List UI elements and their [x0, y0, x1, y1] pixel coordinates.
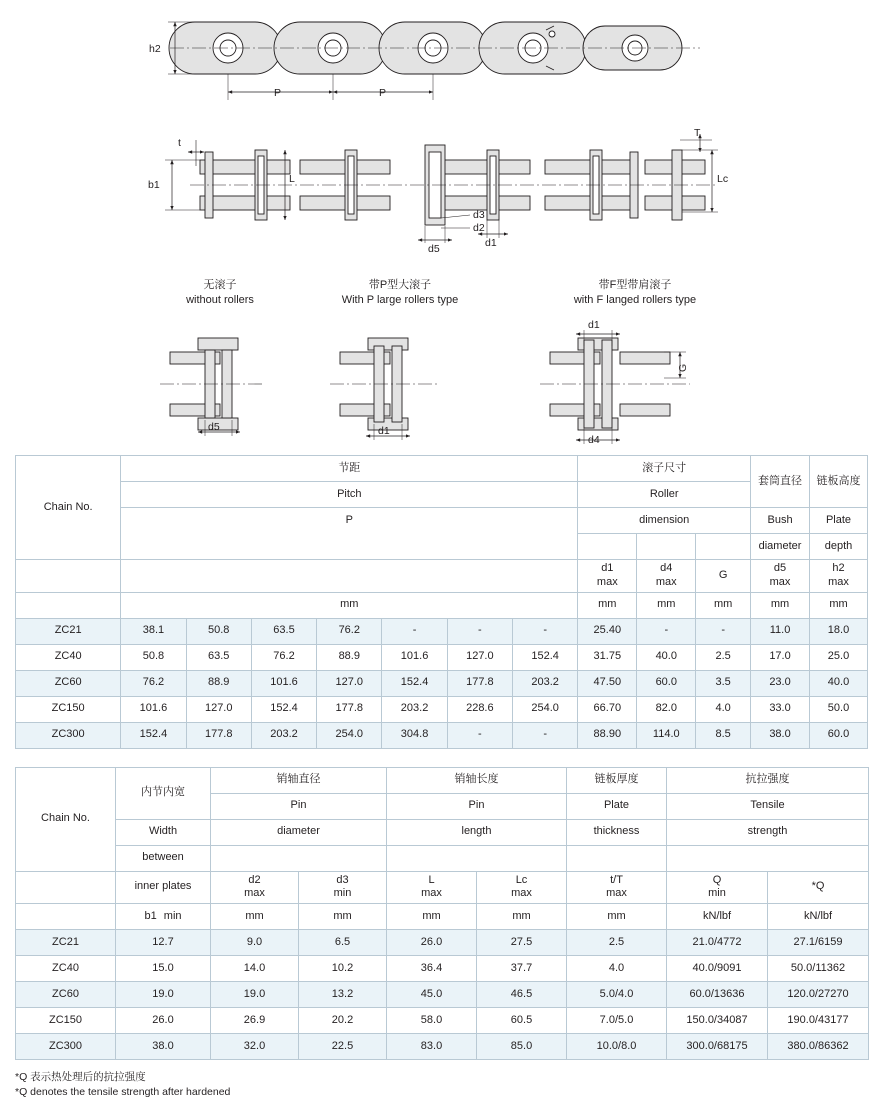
table2-sym-lc-text: Lc [515, 873, 528, 886]
table1-r2-p3: 127.0 [317, 670, 382, 696]
table1-r3-p2: 152.4 [251, 696, 316, 722]
table2-g2-en1: Pin [211, 793, 387, 819]
table2-g2-cn: 销轴直径 [211, 767, 387, 793]
table1-r4-p3: 254.0 [317, 722, 382, 748]
table1-r0-d4: - [637, 618, 696, 644]
table1-r0-p2: 63.5 [251, 618, 316, 644]
variant-caption-2-en: With P large rollers type [341, 293, 459, 306]
table1-group-bush-cn: 套筒直径 [751, 456, 810, 508]
table1-header-row-2 [16, 482, 868, 508]
table-row [16, 644, 868, 670]
table2-r4-chain: ZC300 [16, 1034, 116, 1060]
table2-g4-en2: thickness [567, 819, 667, 845]
table1-unit-h2: mm [810, 592, 868, 618]
table2-r0-qs: 27.1/6159 [768, 930, 869, 956]
table1-empty-3 [696, 534, 751, 560]
table2-unit-tt: mm [567, 904, 667, 930]
table2-g2-en2: diameter [211, 819, 387, 845]
table2-unit-qs: kN/lbf [768, 904, 869, 930]
label-Lc: Lc [717, 173, 729, 185]
table2-blank-d [667, 845, 869, 871]
table1-r1-p5: 127.0 [447, 644, 512, 670]
table-row [16, 1034, 869, 1060]
table2-sym-l-q: max [421, 887, 442, 900]
variant-caption-2 [300, 278, 500, 308]
table1-r4-d1: 88.90 [578, 722, 637, 748]
table1-empty-1 [578, 534, 637, 560]
table-row [16, 670, 868, 696]
table2-unit-lc: mm [477, 904, 567, 930]
table2-r3-chain: ZC150 [16, 1008, 116, 1034]
table2-sym-d2 [211, 871, 299, 904]
table2-r3-l: 58.0 [387, 1008, 477, 1034]
table1-blank-chain [16, 560, 121, 593]
table1-r2-p0: 76.2 [121, 670, 186, 696]
table1-r4-p1: 177.8 [186, 722, 251, 748]
table2-sym-lc-q: max [511, 887, 532, 900]
table1-r3-p6: 254.0 [512, 696, 577, 722]
table1-r1-p4: 101.6 [382, 644, 447, 670]
label-d3: d3 [473, 209, 485, 221]
variant-caption-3 [520, 278, 750, 308]
table1-r1-chain: ZC40 [16, 644, 121, 670]
table1-sym-p [121, 508, 578, 560]
table1-sym-d1-q: max [596, 575, 618, 588]
table2-r0-d2: 9.0 [211, 930, 299, 956]
dimension-table-strength [15, 767, 869, 1061]
table1-r2-p6: 203.2 [512, 670, 577, 696]
table2-sym-d2-text: d2 [248, 873, 261, 886]
table2-g1-en1: Width [116, 819, 211, 845]
table1-r1-d5: 17.0 [751, 644, 810, 670]
table1-r0-p3: 76.2 [317, 618, 382, 644]
table1-r4-p4: 304.8 [382, 722, 447, 748]
table2-r2-d3: 13.2 [299, 982, 387, 1008]
table1-r0-h2: 18.0 [810, 618, 868, 644]
table1-r2-h2: 40.0 [810, 670, 868, 696]
table2-unit-l: mm [387, 904, 477, 930]
table2-r1-d3: 10.2 [299, 956, 387, 982]
table1-unit-d1: mm [578, 592, 637, 618]
table2-r2-l: 45.0 [387, 982, 477, 1008]
table1-group-roller-en1: Roller [578, 482, 751, 508]
table1-r3-d5: 33.0 [751, 696, 810, 722]
table2-r3-d3: 20.2 [299, 1008, 387, 1034]
table-row [16, 930, 869, 956]
table1-unit-g: mm [696, 592, 751, 618]
table1-r1-p1: 63.5 [186, 644, 251, 670]
label-d1-section: d1 [485, 237, 497, 249]
table1-sym-d4 [637, 560, 696, 593]
table1-r4-p5: - [447, 722, 512, 748]
table1-r0-p0: 38.1 [121, 618, 186, 644]
table1-sym-d4-text: d4 [660, 562, 673, 574]
table2-r0-b1: 12.7 [116, 930, 211, 956]
table2-sym-qs: *Q [768, 871, 869, 904]
table2-r1-qs: 50.0/11362 [768, 956, 869, 982]
table1-sym-h2-q: max [828, 575, 849, 588]
table1-sym-p-text: P [345, 514, 353, 526]
table2-r4-b1: 38.0 [116, 1034, 211, 1060]
variant-caption-2-cn: 带P型大滚子 [368, 279, 432, 291]
table1-sym-d4-q: max [655, 575, 677, 588]
table2-sym-q-text: Q [712, 873, 722, 886]
table2-header-row-4 [16, 845, 869, 871]
table1-r2-d4: 60.0 [637, 670, 696, 696]
table2-r4-d3: 22.5 [299, 1034, 387, 1060]
label-h2: h2 [149, 43, 161, 55]
table2-sym-q-q: min [708, 887, 726, 900]
label-d2: d2 [473, 222, 485, 234]
table2-r2-qs: 120.0/27270 [768, 982, 869, 1008]
table1-r1-g: 2.5 [696, 644, 751, 670]
table2-r4-lc: 85.0 [477, 1034, 567, 1060]
table1-r4-p6: - [512, 722, 577, 748]
table2-g1-en2: between [116, 845, 211, 871]
table1-r1-p3: 88.9 [317, 644, 382, 670]
table2-header-row-5 [16, 871, 869, 904]
table2-r4-l: 83.0 [387, 1034, 477, 1060]
table2-sym-d3-text: d3 [336, 873, 349, 886]
table-row [16, 1008, 869, 1034]
table1-r3-p1: 127.0 [186, 696, 251, 722]
chain-technical-drawing [0, 0, 883, 455]
table2-sym-tt-q: max [606, 887, 627, 900]
table2-r4-qs: 380.0/86362 [768, 1034, 869, 1060]
table1-r0-p1: 50.8 [186, 618, 251, 644]
table2-g4-en1: Plate [567, 793, 667, 819]
table1-group-plate-en2: depth [810, 534, 868, 560]
table2-sym-b1-text: b1 [144, 909, 157, 922]
table1-unit-p: mm [121, 592, 578, 618]
table2-g1-cn: 内节内宽 [116, 767, 211, 819]
table1-r0-g: - [696, 618, 751, 644]
table1-r0-d1: 25.40 [578, 618, 637, 644]
table2-r1-q: 40.0/9091 [667, 956, 768, 982]
table1-sym-d5-text: d5 [773, 562, 787, 574]
table1-r4-g: 8.5 [696, 722, 751, 748]
table2-r4-d2: 32.0 [211, 1034, 299, 1060]
table2-sym-tt [567, 871, 667, 904]
table2-unit-d2: mm [211, 904, 299, 930]
table1-group-plate-cn: 链板高度 [810, 456, 868, 508]
footnote-en: *Q denotes the tensile strength after hardened [15, 1086, 231, 1099]
table2-g4-cn: 链板厚度 [567, 767, 667, 793]
label-L: L [289, 173, 295, 185]
label-b1: b1 [148, 179, 160, 191]
table1-r4-d4: 114.0 [637, 722, 696, 748]
table2-r4-q: 300.0/68175 [667, 1034, 768, 1060]
table2-r2-q: 60.0/13636 [667, 982, 768, 1008]
table2-r1-chain: ZC40 [16, 956, 116, 982]
table2-sym-b1-q: min [163, 909, 182, 922]
footnote-cn: *Q 表示热处理后的抗拉强度 [15, 1071, 146, 1083]
variant-caption-1-en: without rollers [186, 293, 254, 306]
label-T: T [694, 127, 701, 139]
footnotes [15, 1070, 883, 1100]
table1-r1-p2: 76.2 [251, 644, 316, 670]
table1-r0-d5: 11.0 [751, 618, 810, 644]
table2-sym-l [387, 871, 477, 904]
table2-r0-lc: 27.5 [477, 930, 567, 956]
table1-r2-g: 3.5 [696, 670, 751, 696]
label-d1-variant3: d1 [588, 319, 600, 331]
table-row [16, 696, 868, 722]
table2-r0-d3: 6.5 [299, 930, 387, 956]
table2-r2-tt: 5.0/4.0 [567, 982, 667, 1008]
table1-unit-d5: mm [751, 592, 810, 618]
table2-header-row-3 [16, 819, 869, 845]
table1-r3-p5: 228.6 [447, 696, 512, 722]
table1-r3-d4: 82.0 [637, 696, 696, 722]
table1-r1-h2: 25.0 [810, 644, 868, 670]
table2-sym-d2-q: max [244, 887, 265, 900]
label-p-1: P [274, 87, 282, 99]
label-t: t [178, 137, 181, 149]
table1-r4-h2: 60.0 [810, 722, 868, 748]
table-row [16, 982, 869, 1008]
table2-blank-b [387, 845, 567, 871]
table1-r3-d1: 66.70 [578, 696, 637, 722]
table1-r0-p5: - [447, 618, 512, 644]
table1-r3-p4: 203.2 [382, 696, 447, 722]
table2-r3-q: 150.0/34087 [667, 1008, 768, 1034]
table2-r1-lc: 37.7 [477, 956, 567, 982]
table2-g5-en1: Tensile [667, 793, 869, 819]
table1-r0-p6: - [512, 618, 577, 644]
table2-g3-en1: Pin [387, 793, 567, 819]
table2-header-row-1 [16, 767, 869, 793]
table1-r4-p2: 203.2 [251, 722, 316, 748]
table2-blank-c [567, 845, 667, 871]
table-row [16, 956, 869, 982]
table-row [16, 618, 868, 644]
table2-r2-lc: 46.5 [477, 982, 567, 1008]
table1-chain-no-header: Chain No. [16, 456, 121, 560]
table1-group-plate-en1: Plate [810, 508, 868, 534]
table1-r2-p2: 101.6 [251, 670, 316, 696]
table2-sym-q [667, 871, 768, 904]
table1-unit-d4: mm [637, 592, 696, 618]
table1-group-pitch-cn: 节距 [121, 456, 578, 482]
table2-g5-cn: 抗拉强度 [667, 767, 869, 793]
table1-r3-h2: 50.0 [810, 696, 868, 722]
table2-blank-chain-2 [16, 904, 116, 930]
table1-r3-p0: 101.6 [121, 696, 186, 722]
table1-r1-p0: 50.8 [121, 644, 186, 670]
table1-empty-2 [637, 534, 696, 560]
table1-r2-p5: 177.8 [447, 670, 512, 696]
table1-sym-d1 [578, 560, 637, 593]
table2-unit-row [16, 904, 869, 930]
chain-drawings [0, 0, 883, 455]
variant-caption-1 [140, 278, 300, 308]
table2-chain-no-header: Chain No. [16, 767, 116, 871]
table1-r3-p3: 177.8 [317, 696, 382, 722]
table1-r2-p4: 152.4 [382, 670, 447, 696]
table2-r1-l: 36.4 [387, 956, 477, 982]
table2-g1-en3: inner plates [116, 871, 211, 904]
table2-blank-chain-1 [16, 871, 116, 904]
table2-unit-q: kN/lbf [667, 904, 768, 930]
table1-r1-d4: 40.0 [637, 644, 696, 670]
table2-r2-chain: ZC60 [16, 982, 116, 1008]
variant-caption-3-cn: 带F型带肩滚子 [598, 279, 672, 291]
table1-sym-h2 [810, 560, 868, 593]
table2-r3-qs: 190.0/43177 [768, 1008, 869, 1034]
label-G: G [677, 363, 689, 372]
table1-r2-p1: 88.9 [186, 670, 251, 696]
table2-r2-b1: 19.0 [116, 982, 211, 1008]
table2-r0-l: 26.0 [387, 930, 477, 956]
table1-r3-chain: ZC150 [16, 696, 121, 722]
table2-r3-d2: 26.9 [211, 1008, 299, 1034]
table-row [16, 722, 868, 748]
table1-r0-p4: - [382, 618, 447, 644]
label-d5: d5 [428, 243, 440, 255]
table2-r0-q: 21.0/4772 [667, 930, 768, 956]
table2-unit-b1 [116, 904, 211, 930]
table2-r3-lc: 60.5 [477, 1008, 567, 1034]
table2-sym-d3-q: min [333, 887, 352, 900]
table1-unit-row [16, 592, 868, 618]
table1-r1-d1: 31.75 [578, 644, 637, 670]
table2-unit-d3: mm [299, 904, 387, 930]
table1-r2-chain: ZC60 [16, 670, 121, 696]
table2-r3-tt: 7.0/5.0 [567, 1008, 667, 1034]
table1-r2-d5: 23.0 [751, 670, 810, 696]
table1-sym-d1-text: d1 [601, 562, 614, 574]
label-d4-variant3: d4 [588, 434, 600, 446]
variant-caption-1-cn: 无滚子 [203, 279, 237, 291]
dimension-table-pitch [15, 455, 868, 749]
table1-r4-d5: 38.0 [751, 722, 810, 748]
table1-header-row-1 [16, 456, 868, 482]
table2-r3-b1: 26.0 [116, 1008, 211, 1034]
label-d1-variant2: d1 [378, 425, 390, 437]
label-p-2: P [379, 87, 387, 99]
table1-group-bush-en2: diameter [751, 534, 810, 560]
table1-symbol-row [16, 560, 868, 593]
table1-group-pitch-en: Pitch [121, 482, 578, 508]
table2-r2-d2: 19.0 [211, 982, 299, 1008]
table2-r0-tt: 2.5 [567, 930, 667, 956]
table1-r0-chain: ZC21 [16, 618, 121, 644]
table1-sym-d5-q: max [769, 575, 791, 588]
table1-group-roller-cn: 滚子尺寸 [578, 456, 751, 482]
table2-r1-d2: 14.0 [211, 956, 299, 982]
table1-r1-p6: 152.4 [512, 644, 577, 670]
table1-header-row-3 [16, 508, 868, 534]
table2-g5-en2: strength [667, 819, 869, 845]
table2-r0-chain: ZC21 [16, 930, 116, 956]
table1-group-roller-en2: dimension [578, 508, 751, 534]
table1-r4-chain: ZC300 [16, 722, 121, 748]
table2-sym-lc [477, 871, 567, 904]
table1-group-bush-en1: Bush [751, 508, 810, 534]
table2-r1-tt: 4.0 [567, 956, 667, 982]
table1-unit-blank [16, 592, 121, 618]
table1-r4-p0: 152.4 [121, 722, 186, 748]
table1-sym-h2-text: h2 [832, 562, 845, 574]
table2-g3-cn: 销轴长度 [387, 767, 567, 793]
table2-sym-d3 [299, 871, 387, 904]
table2-sym-l-text: L [428, 873, 435, 886]
table1-sym-p-cell [121, 560, 578, 593]
label-d5-variant1: d5 [208, 421, 220, 433]
table1-sym-g: G [696, 560, 751, 593]
table2-sym-tt-text: t/T [610, 873, 623, 886]
table2-blank-a [211, 845, 387, 871]
variant-caption-3-en: with F langed rollers type [573, 293, 697, 306]
table2-r1-b1: 15.0 [116, 956, 211, 982]
table1-r3-g: 4.0 [696, 696, 751, 722]
table1-sym-d5 [751, 560, 810, 593]
table1-r2-d1: 47.50 [578, 670, 637, 696]
table2-r4-tt: 10.0/8.0 [567, 1034, 667, 1060]
table2-g3-en2: length [387, 819, 567, 845]
